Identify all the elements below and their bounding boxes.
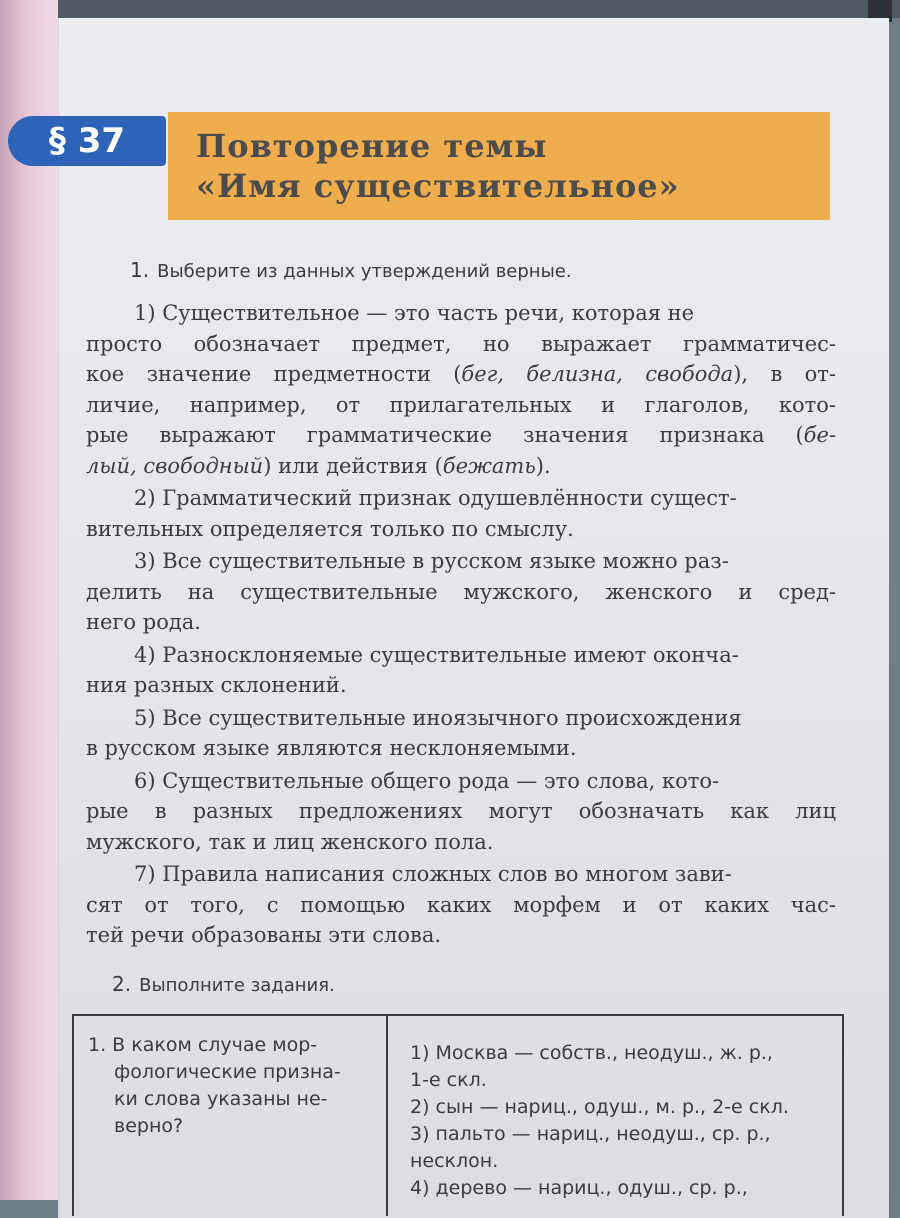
title-line-2: «Имя существительное» bbox=[196, 167, 680, 205]
answer-option-2: 2) сын — нариц., одуш., м. р., 2-е скл. bbox=[410, 1096, 789, 1118]
task-1-instruction: Выберите из данных утверждений верные. bbox=[157, 261, 572, 282]
section-title-band bbox=[168, 112, 830, 220]
answer-option-4: 4) дерево — нариц., одуш., ср. р., bbox=[410, 1177, 748, 1199]
page-top-edge bbox=[58, 0, 900, 18]
task-1-number: 1. bbox=[130, 258, 150, 282]
task-1-heading bbox=[130, 258, 572, 282]
book-spine bbox=[0, 0, 62, 1200]
answer-option-1: 1) Москва — собств., неодуш., ж. р., bbox=[410, 1042, 773, 1064]
task-1-statements bbox=[86, 298, 836, 951]
question-text: 1. В каком случае мор- фологические призна- ки слова указаны не- верно? bbox=[88, 1034, 341, 1137]
task-2-heading bbox=[112, 972, 335, 996]
section-title bbox=[196, 126, 680, 206]
statement-7: 7) Правила написания сложных слов во многом зави- сят от того, с помощью каких морфем и от каких час- тей речи образованы эти слова. bbox=[86, 862, 836, 947]
answer-options: 1) Москва — собств., неодуш., ж. р., 1-е скл. 2) сын — нариц., одуш., м. р., 2-е скл. 3) пальто — нариц., неодуш., ср. р., несклон. 4) дерево — нариц., одуш., ср. р., bbox=[410, 1040, 789, 1202]
statement-4: 4) Разносклоняемые существительные имеют оконча- ния разных склонений. bbox=[86, 642, 739, 697]
statement-5: 5) Все существительные иноязычного происхождения в русском языке являются несклоняемыми. bbox=[86, 705, 742, 760]
task-2-instruction: Выполните задания. bbox=[139, 975, 335, 996]
question-cell bbox=[74, 1016, 388, 1216]
statement-6: 6) Существительные общего рода — это слова, кото- рые в разных предложениях могут обозначать как лиц мужского, так и лиц женского пола. bbox=[86, 768, 836, 854]
statement-2: 2) Грамматический признак одушевлённости сущест- вительных определяется только по смыслу. bbox=[86, 486, 737, 541]
answer-option-3: 3) пальто — нариц., неодуш., ср. р., bbox=[410, 1123, 771, 1145]
statement-3: 3) Все существительные в русском языке можно раз- делить на существительные мужского, женского и сред- него рода. bbox=[86, 549, 836, 634]
task-2-table bbox=[72, 1014, 844, 1216]
section-number-badge: § 37 bbox=[8, 116, 166, 166]
statement-1: 1) Существительное — это часть речи, которая не просто обозначает предмет, но выражает грамматичес- кое значение предметности (бег, белизна, свобода), в от- личие, например, от прилагательных и глаголов, кото- рые выражают грамматические значения признака (бе- лый, свободный) или действия (бежать). bbox=[86, 301, 836, 478]
task-2-number: 2. bbox=[112, 972, 132, 996]
title-line-1: Повторение темы bbox=[196, 127, 548, 165]
